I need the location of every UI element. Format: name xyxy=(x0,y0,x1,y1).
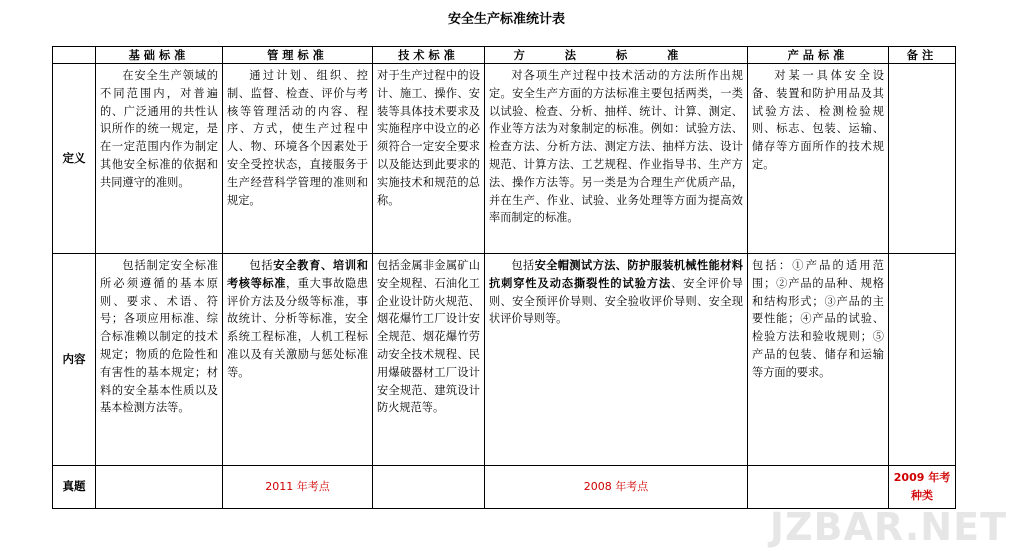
cell-exam-technical xyxy=(373,466,485,509)
content-basic-text: 包括制定安全标准所必须遵循的基本原则、要求、术语、符号；各项应用标准、综合标准赖以制定的技术规定；物质的危险性和有害性的基本规定；材料的安全基本性质以及基本检测方法等。 xyxy=(100,259,218,415)
cell-exam-method: 2008 年考点 xyxy=(485,466,748,509)
content-management-bold: 安全教育、培训和考核等标准 xyxy=(227,258,368,290)
cell-exam-product xyxy=(748,466,889,509)
content-technical-text: 包括金属非金属矿山安全规程、石油化工企业设计防火规范、烟花爆竹工厂设计安全规范、烟花爆竹劳动安全技术规程、民用爆破器材工厂设计安全规范、建筑设计防火规范等。 xyxy=(377,259,480,415)
row-label-definition: 定义 xyxy=(53,64,96,254)
content-product-text: 包括：①产品的适用范围；②产品的品种、规格和结构形式；③产品的主要性能；④产品的试验、检验方法和验收规则；⑤产品的包装、储存和运输等方面的要求。 xyxy=(752,259,884,379)
content-method-post: 、安全评价导则、安全预评价导则、安全验收评价导则、安全现状评价导则等。 xyxy=(489,276,743,326)
content-management-text xyxy=(227,257,368,382)
watermark-logo: JZBAR.NET xyxy=(769,505,1007,549)
cell-definition-management xyxy=(223,64,373,254)
cell-definition-product xyxy=(748,64,889,254)
definition-management-text: 通过计划、组织、控制、监督、检查、评价与考核等管理活动的内容、程序、方式，使生产过程中人、物、环境各个因素处于安全受控状态，直接服务于生产经营科学管理的准则和规定。 xyxy=(227,69,368,207)
cell-content-product xyxy=(748,254,889,466)
header-basic: 基础标准 xyxy=(96,47,223,64)
content-management-pre: 包括 xyxy=(249,259,274,272)
definition-technical-text: 对于生产过程中的设计、施工、操作、安装等具体技术要求及实施程序中设立的必须符合一定安全要求以及能达到此要求的实施技术和规范的总称。 xyxy=(377,69,480,207)
definition-method-text: 对各项生产过程中技术活动的方法所作出规定。安全生产方面的方法标准主要包括两类，一类以试验、检查、分析、抽样、统计、计算、测定、作业等方法为对象制定的标准。例如：试验方法、检查方法、分析方法、测定方法、抽样方法、设计规范、计算方法、工艺规程、作业指导书、生产方法、操作方法等。另一类是为合理生产优质产品，并在生产、作业、试验、业务处理等方面为提高效率而制定的标准。 xyxy=(489,69,743,225)
standards-table xyxy=(52,46,956,509)
page-title: 安全生产标准统计表 xyxy=(447,12,565,27)
cell-definition-technical xyxy=(373,64,485,254)
header-row xyxy=(53,47,956,64)
cell-content-method xyxy=(485,254,748,466)
cell-definition-method xyxy=(485,64,748,254)
cell-exam-basic xyxy=(96,466,223,509)
definition-product-text: 对某一具体安全设备、装置和防护用品及其试验方法、检测检验规则、标志、包装、运输、储存等方面所作的技术规定。 xyxy=(752,69,884,171)
cell-content-remark xyxy=(889,254,956,466)
header-remark: 备注 xyxy=(889,47,956,64)
definition-row xyxy=(53,64,956,254)
cell-exam-remark: 2009 年考种类 xyxy=(889,466,956,509)
cell-exam-management: 2011 年考点 xyxy=(223,466,373,509)
content-method-bold: 安全帽测试方法、防护服装机械性能材料抗刺穿性及动态撕裂性的试验方法 xyxy=(489,258,743,290)
cell-content-basic xyxy=(96,254,223,466)
header-method: 方法标准 xyxy=(485,47,748,64)
content-method-text xyxy=(489,257,743,328)
exam-row xyxy=(53,466,956,509)
header-technical: 技术标准 xyxy=(373,47,485,64)
cell-definition-basic xyxy=(96,64,223,254)
header-management: 管理标准 xyxy=(223,47,373,64)
cell-definition-remark xyxy=(889,64,956,254)
row-label-exam: 真题 xyxy=(53,466,96,509)
cell-content-management xyxy=(223,254,373,466)
row-label-content: 内容 xyxy=(53,254,96,466)
content-management-post: ，重大事故隐患评价方法及分级等标准，事故统计、分析等标准，安全系统工程标准，人机工程标准以及有关激励与惩处标准等。 xyxy=(227,276,368,379)
content-method-pre: 包括 xyxy=(511,259,535,272)
content-row xyxy=(53,254,956,466)
cell-content-technical xyxy=(373,254,485,466)
header-product: 产品标准 xyxy=(748,47,889,64)
header-corner xyxy=(53,47,96,64)
definition-basic-text: 在安全生产领域的不同范围内，对普遍的、广泛通用的共性认识所作的统一规定，是在一定范围内作为制定其他安全标准的依据和共同遵守的准则。 xyxy=(100,69,218,189)
